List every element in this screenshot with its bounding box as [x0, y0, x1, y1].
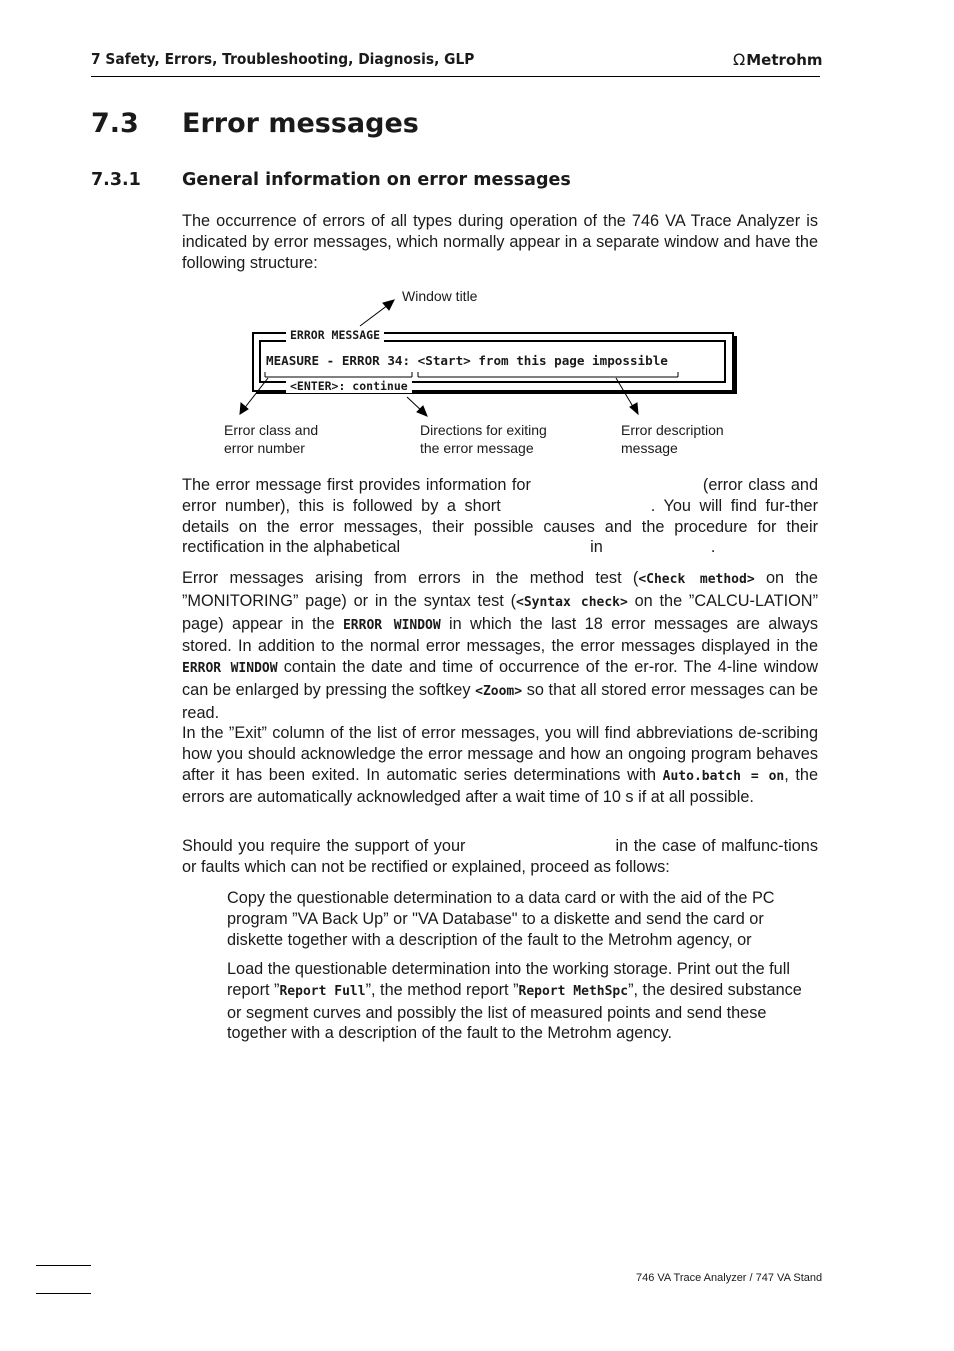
logo-text: Metrohm — [746, 51, 823, 69]
running-header: 7 Safety, Errors, Troubleshooting, Diagnosis, GLP — [91, 50, 475, 68]
footer-rule-bottom — [36, 1293, 91, 1294]
footer-rule-top — [36, 1265, 91, 1266]
label-description: Error description message — [621, 422, 724, 456]
paragraph-error-structure: The error message first provides information for (error class and error number), this is followed by a short . You will find fur-ther details on the error messages, their possible causes and the procedure for their rectification in the alphabetical in . — [182, 476, 818, 557]
error-dialog-message — [266, 353, 668, 368]
subsection-title: General information on error messages — [182, 170, 571, 190]
callout-arrow-title — [383, 300, 394, 310]
error-dialog-title: ERROR MESSAGE — [286, 329, 384, 342]
error-description-text: <Start> from this page impossible — [417, 353, 668, 368]
error-class-text: MEASURE - ERROR 34: — [266, 353, 411, 368]
dialog-shadow-right — [734, 336, 737, 394]
paragraph-exit-column: In the ”Exit” column of the list of error messages, you will find abbreviations de-scribing how you should acknowledge the error message and how an ongoing program behaves after it has been exited. In automatic series determinations with Auto.batch = on, the errors are automatically acknowledged after a wait time of 10 s if at all possible. — [182, 724, 819, 807]
paragraph-support: Should you require the support of your in the case of malfunc-tions or faults which can not be rectified or explained, proceed as follows: — [182, 837, 818, 876]
list-item: Load the questionable determination into the working storage. Print out the full report ”Report Full”, the method report ”Report MethSpc”, the desired substance or segment curves and possibly the list of measured points and send these together with a description of the fault to the Metrohm agency. — [227, 960, 802, 1043]
label-error-class: Error class and error number — [224, 422, 319, 456]
subsection-number: 7.3.1 — [91, 170, 141, 190]
callout-arrow-description — [630, 403, 638, 414]
paragraph-error-window: Error messages arising from errors in the method test (<Check method> on the ”MONITORING” page) or in the syntax test (<Syntax check> on the ”CALCU-LATION” page) appear in the ERROR WINDOW in which the last 18 error messages are always stored. In addition to the normal error messages, the error messages displayed in the ERROR WINDOW contain the date and time of occurrence of the er-ror. The 4-line window can be enlarged by pressing the softkey <Zoom> so that all stored error messages can be read. — [182, 569, 818, 722]
label-directions: Directions for exiting the error message — [420, 422, 547, 456]
section-title: Error messages — [182, 108, 419, 139]
section-number: 7.3 — [91, 108, 139, 139]
list-item: Copy the questionable determination to a data card or with the aid of the PC program ”VA Back Up” or "VA Database" to a diskette and send the card or diskette together with a description of the fault to the Metrohm agency, or — [227, 889, 775, 949]
label-window-title: Window title — [402, 288, 478, 304]
omega-logo-icon: Ω — [733, 50, 746, 69]
intro-paragraph: The occurrence of errors of all types during operation of the 746 VA Trace Analyzer is indicated by error messages, which normally appear in a separate window and have the following structure: — [182, 212, 818, 272]
error-dialog-footer: <ENTER>: continue — [286, 380, 412, 393]
footer-product: 746 VA Trace Analyzer / 747 VA Stand — [636, 1272, 823, 1284]
